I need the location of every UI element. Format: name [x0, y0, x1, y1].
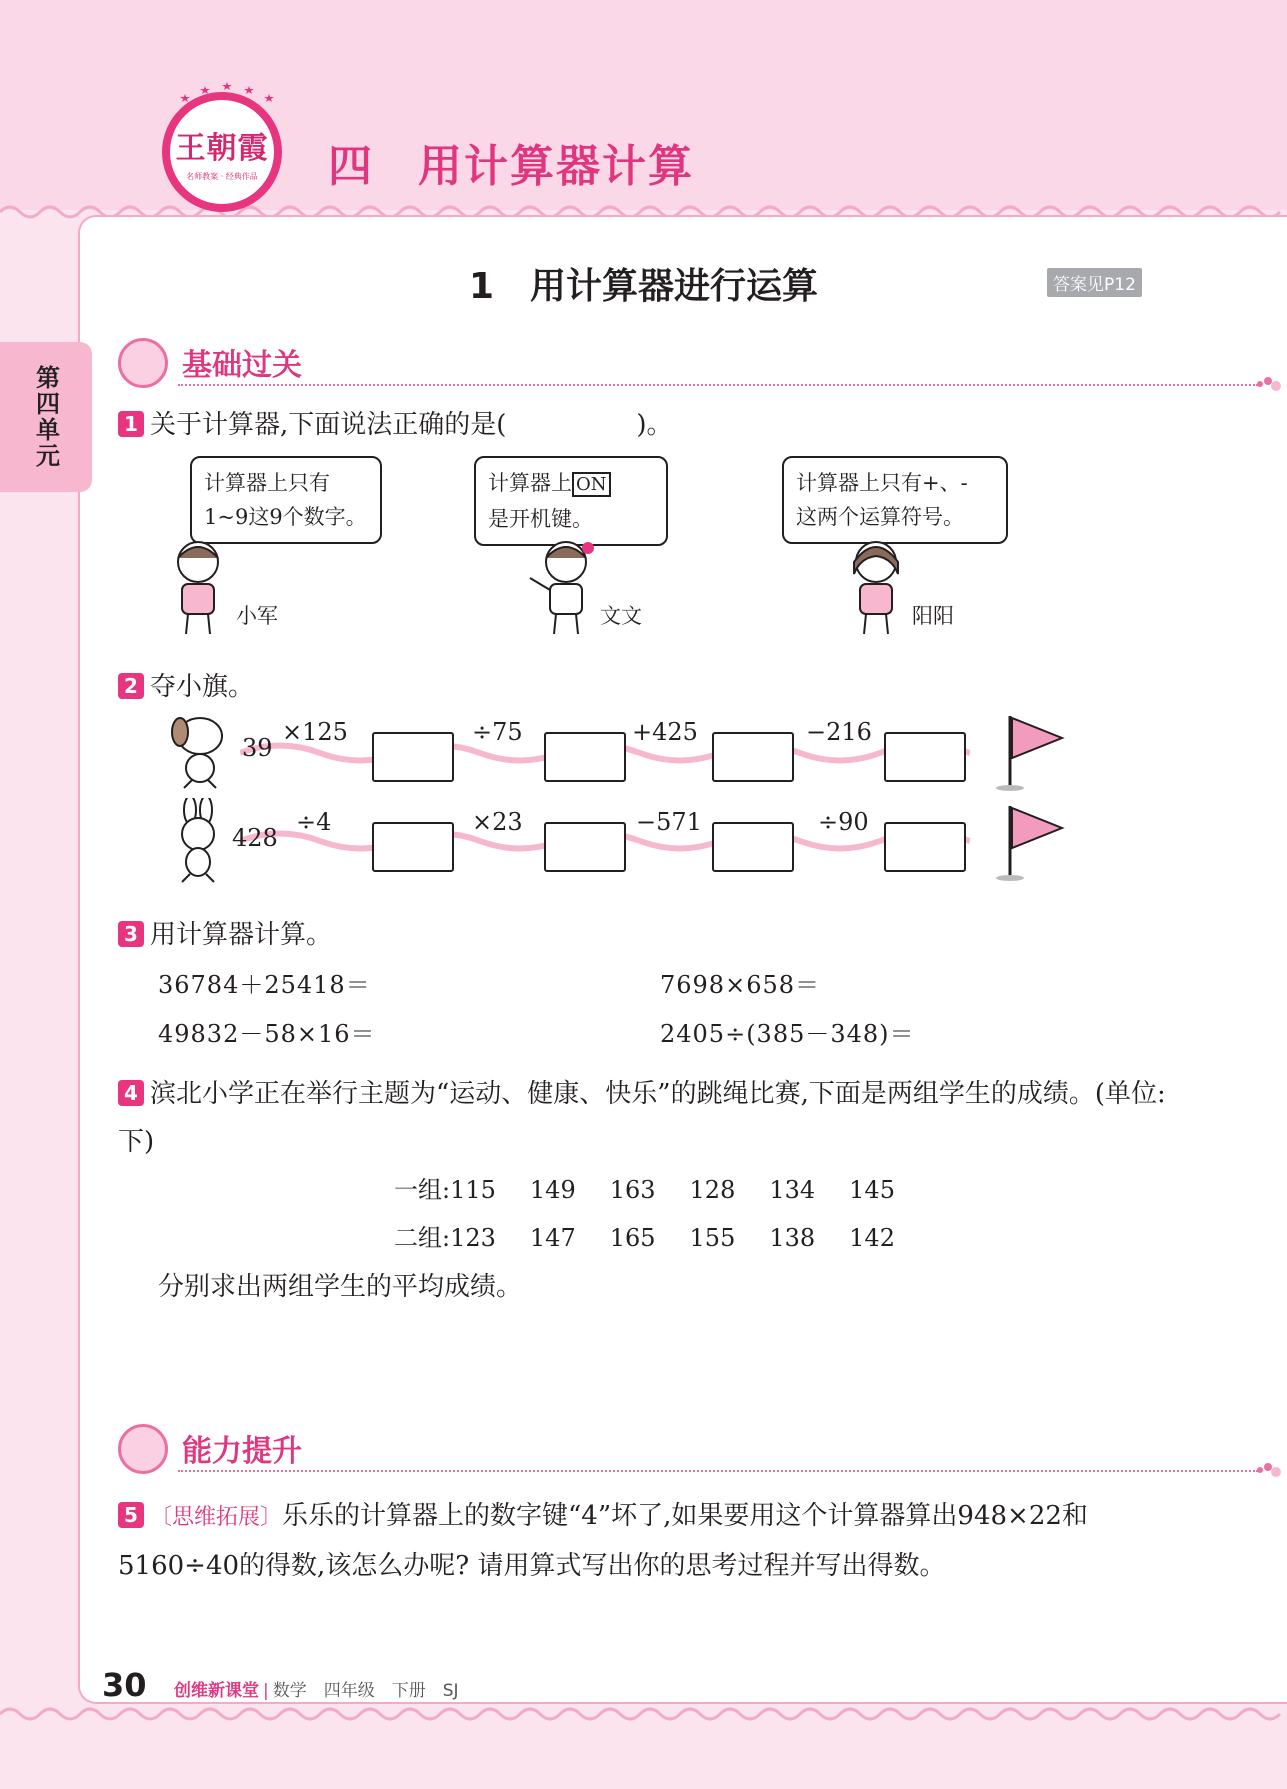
calculation-item: 49832－58×16＝: [158, 1020, 376, 1048]
score-value: 128: [689, 1176, 736, 1204]
dotted-divider: [178, 384, 1258, 386]
operation-label: ÷90: [818, 808, 869, 836]
operation-label: −571: [636, 808, 702, 836]
question-number: 1: [118, 411, 144, 437]
rabbit-cartoon-icon: [160, 798, 236, 884]
thinking-tag: 〔思维拓展〕: [150, 1505, 283, 1530]
pink-flag-icon: [996, 802, 1066, 882]
unit-side-tab: [0, 342, 92, 492]
question-4: [118, 1070, 1168, 1166]
bubble-line: 1~9这9个数字。: [204, 505, 367, 529]
brand-logo: [162, 92, 282, 212]
answer-box[interactable]: [884, 732, 966, 782]
operation-label: +425: [632, 718, 698, 746]
cartoon-face-icon: [118, 338, 168, 388]
pink-flag-icon: [996, 712, 1066, 792]
answer-box[interactable]: [884, 822, 966, 872]
answer-box[interactable]: [544, 732, 626, 782]
question-number: 4: [118, 1080, 144, 1106]
question-5: [118, 1492, 1168, 1590]
dotted-divider: [178, 1470, 1258, 1472]
score-value: 123: [450, 1224, 496, 1252]
calculation-item: 2405÷(385－348)＝: [660, 1020, 915, 1048]
cartoon-face-icon: [118, 1424, 168, 1474]
calculation-item: 7698×658＝: [660, 971, 820, 999]
operation-label: ×23: [472, 808, 523, 836]
dog-cartoon-icon: [160, 710, 240, 790]
logo-text: 王朝霞: [175, 130, 269, 166]
score-value: 163: [609, 1176, 656, 1204]
answer-box[interactable]: [544, 822, 626, 872]
logo-subtext: 名师教案 · 经典作品: [186, 171, 258, 181]
operation-label: ×125: [282, 718, 348, 746]
kid-name-xiaojun: 小军: [236, 604, 278, 628]
section-header-advanced: [118, 1424, 1158, 1474]
bubble-line: 是开机键。: [488, 507, 593, 531]
dots-ornament-icon: [1254, 374, 1284, 394]
speech-bubble-yangyang: [782, 456, 1008, 544]
section-header-basic: [118, 338, 1158, 388]
group-label: 二组:: [394, 1224, 451, 1252]
score-value: 142: [849, 1224, 895, 1252]
speech-bubble-wenwen: [474, 456, 668, 546]
operation-label: ÷4: [296, 808, 332, 836]
score-value: 134: [769, 1176, 816, 1204]
bubble-line: 计算器上只有: [204, 471, 330, 495]
scores-group-2: [394, 1218, 929, 1253]
calculation-item: 36784＋25418＝: [158, 971, 371, 999]
question-1: [118, 404, 673, 441]
section-title: 基础过关: [182, 348, 302, 383]
page-number: 30: [102, 1666, 147, 1704]
answer-box[interactable]: [372, 732, 454, 782]
bubble-line: 这两个运算符号。: [796, 505, 964, 529]
question-number: 3: [118, 921, 144, 947]
score-value: 115: [450, 1176, 496, 1204]
score-value: 165: [609, 1224, 656, 1252]
lesson-title: 1 用计算器进行运算: [468, 266, 819, 307]
bubble-line: [488, 466, 654, 502]
answer-box[interactable]: [712, 822, 794, 872]
score-value: 155: [689, 1224, 736, 1252]
wavy-border-bottom: [0, 1702, 1287, 1726]
section-title: 能力提升: [182, 1434, 302, 1469]
footer-book-info: 数学 四年级 下册 SJ: [272, 1681, 459, 1701]
question-2: [118, 666, 254, 703]
question-text: 用计算器计算。: [150, 920, 333, 950]
side-tab-label: 第四单元: [31, 365, 60, 469]
question-number: 5: [118, 1502, 144, 1528]
operation-label: −216: [806, 718, 872, 746]
scores-group-1: [394, 1170, 929, 1205]
question-3: [118, 914, 332, 951]
operation-label: ÷75: [472, 718, 523, 746]
question-text: 滨北小学正在举行主题为“运动、健康、快乐”的跳绳比赛,下面是两组学生的成绩。(单位:下): [118, 1079, 1166, 1157]
start-number: 39: [242, 734, 273, 762]
girl-cartoon-icon: [520, 538, 604, 636]
answer-box[interactable]: [712, 732, 794, 782]
score-value: 147: [529, 1224, 576, 1252]
unit-title: [328, 130, 694, 194]
question-text: 关于计算器,下面说法正确的是( )。: [150, 410, 673, 440]
group-label: 一组:: [394, 1176, 451, 1204]
question-number: 2: [118, 673, 144, 699]
start-number: 428: [232, 824, 278, 852]
question-text: 乐乐的计算器上的数字键“4”坏了,如果要用这个计算器算出948×22和5160÷40的得数,该怎么办呢? 请用算式写出你的思考过程并写出得数。: [118, 1501, 1088, 1581]
footer-brand: 创维新课堂: [174, 1681, 259, 1701]
score-value: 149: [529, 1176, 576, 1204]
dots-ornament-icon: [1254, 1460, 1284, 1480]
footer-separator: |: [263, 1681, 269, 1701]
girl-pink-cartoon-icon: [836, 538, 916, 636]
kid-name-wenwen: 文文: [600, 604, 642, 628]
bubble-text: 计算器上: [488, 471, 572, 495]
answer-box[interactable]: [372, 822, 454, 872]
footer-info: [174, 1676, 459, 1701]
unit-number: 四: [328, 141, 374, 192]
question-4-ask: 分别求出两组学生的平均成绩。: [158, 1272, 523, 1302]
bubble-line: 计算器上只有+、-: [796, 471, 968, 495]
on-key-icon: ON: [572, 472, 611, 497]
score-value: 138: [769, 1224, 816, 1252]
speech-bubble-xiaojun: [190, 456, 382, 544]
question-text: 夺小旗。: [150, 672, 255, 702]
answer-reference-badge: 答案见P12: [1047, 268, 1142, 297]
unit-title-text: 用计算器计算: [418, 141, 694, 192]
score-value: 145: [849, 1176, 895, 1204]
kid-name-yangyang: 阳阳: [912, 604, 954, 628]
boy-cartoon-icon: [160, 538, 236, 636]
